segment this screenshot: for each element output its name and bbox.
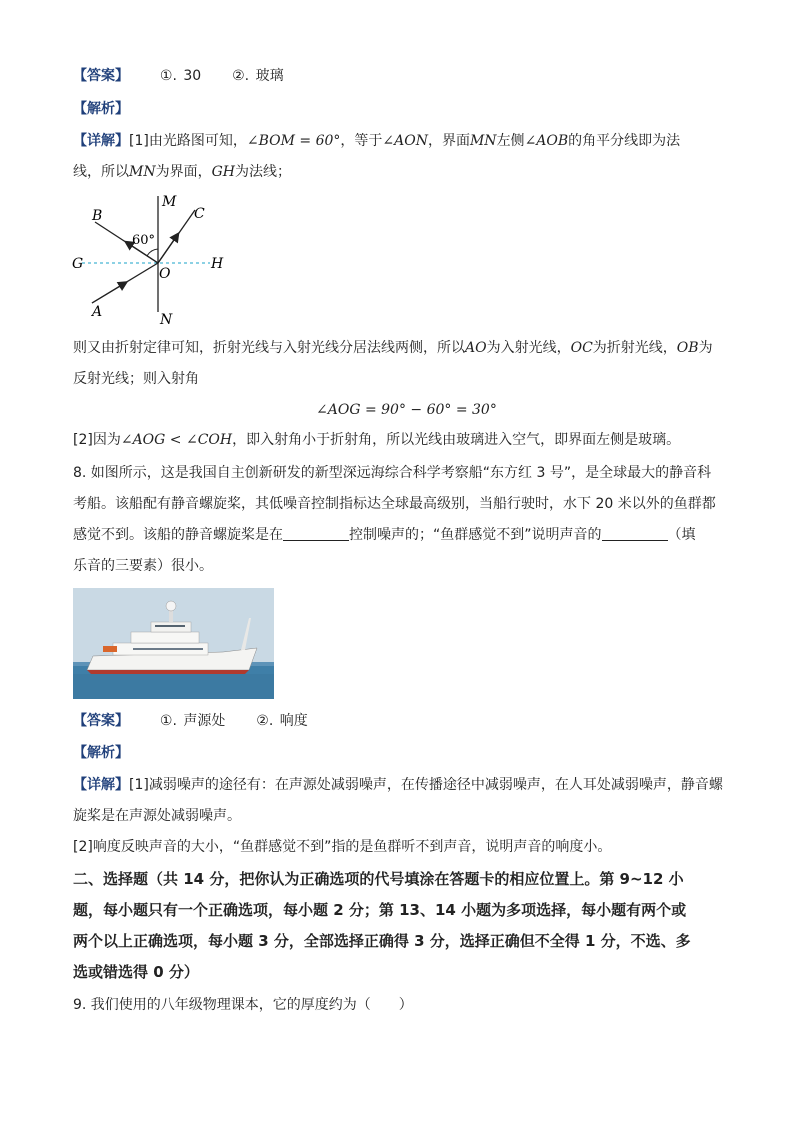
answer-value-1: 声源处 xyxy=(183,713,226,729)
detail-text: 的角平分线即为法 xyxy=(568,133,681,149)
math-expr: ∠AOG < ∠COH xyxy=(120,432,233,448)
refracted-arrow xyxy=(158,234,178,263)
math-var: MN xyxy=(129,164,156,180)
math-var: OC xyxy=(570,340,593,356)
point-label-m: M xyxy=(162,194,177,210)
section2-line-4: 选或错选得 0 分） xyxy=(73,963,199,981)
detail2-line-3: [2]响度反映声音的大小，“鱼群感觉不到”指的是鱼群听不到声音，说明声音的响度小。 xyxy=(73,839,612,855)
math-var: AO xyxy=(465,340,487,356)
answer-num-2: ②. xyxy=(232,68,250,84)
para-text: 为折射光线， xyxy=(592,340,677,356)
point-label-c: C xyxy=(194,206,205,222)
detail-text: [1]由光路图可知， xyxy=(129,133,247,149)
section2-line-1: 二、选择题（共 14 分，把你认为正确选项的代号填涂在答题卡的相应位置上。第 9~12 小 xyxy=(73,870,684,888)
answer-num-2: ②. xyxy=(256,713,274,729)
section2-line-2: 题，每小题只有一个正确选项，每小题 2 分；第 13、14 小题为多项选择，每小题有两个或 xyxy=(73,901,687,919)
analysis-heading-1 xyxy=(73,99,129,119)
q8-line-4: 乐音的三要素）很小。 xyxy=(73,558,213,574)
point-label-g: G xyxy=(72,256,84,272)
para3-line xyxy=(73,430,680,450)
point-label-o: O xyxy=(159,266,171,282)
math-var: MN xyxy=(469,133,497,149)
analysis-tag: 【解析】 xyxy=(73,101,129,117)
angle-arc xyxy=(147,249,158,256)
q8-line-1: 8. 如图所示，这是我国自主创新研发的新型深远海综合科学考察船“东方红 3 号”，是全球最大的静音科 xyxy=(73,465,712,481)
angle-label: 60° xyxy=(132,233,156,248)
answer-tag: 【答案】 xyxy=(73,713,129,729)
point-label-b: B xyxy=(92,208,103,224)
analysis-heading-2 xyxy=(73,743,129,763)
para-text: ，即入射角小于折射角，所以光线由玻璃进入空气，即界面左侧是玻璃。 xyxy=(232,432,681,448)
point-label-n: N xyxy=(160,312,173,328)
analysis-tag: 【解析】 xyxy=(73,745,129,761)
answer-tag: 【答案】 xyxy=(73,68,129,84)
research-ship-photo xyxy=(73,588,274,699)
q8-text: 控制噪声的；“鱼群感觉不到”说明声音的 xyxy=(349,527,602,543)
q8-text: （填 xyxy=(667,527,696,543)
light-path-diagram xyxy=(60,188,240,328)
answer-line-1 xyxy=(73,66,284,86)
answer-num-1: ①. xyxy=(159,68,177,84)
math-var: GH xyxy=(211,164,235,180)
q8-line-2: 考船。该船配有静音螺旋桨，其低噪音控制指标达全球最高级别，当船行驶时，水下 20 米以外的鱼群都 xyxy=(73,496,716,512)
detail-text: [1]减弱噪声的途径有：在声源处减弱噪声，在传播途径中减弱噪声，在人耳处减弱噪声，静音螺 xyxy=(129,777,723,793)
detail-text: ，界面 xyxy=(427,133,470,149)
detail-line-2 xyxy=(73,162,291,182)
answer-value-2: 玻璃 xyxy=(255,68,284,84)
detail-tag: 【详解】 xyxy=(73,133,129,149)
detail-line-1 xyxy=(73,131,680,151)
para-text: 为入射光线， xyxy=(486,340,571,356)
detail-text: 为法线； xyxy=(235,164,291,180)
q8-text: 感觉不到。该船的静音螺旋桨是在 xyxy=(73,527,283,543)
answer-value-1: 30 xyxy=(183,68,202,84)
detail2-line-1 xyxy=(73,775,723,795)
detail2-line-2: 旋桨是在声源处减弱噪声。 xyxy=(73,808,241,824)
answer-value-2: 响度 xyxy=(279,713,308,729)
para-text: [2]因为 xyxy=(73,432,121,448)
detail-text: 为界面， xyxy=(155,164,212,180)
detail-text: ，等于 xyxy=(340,133,383,149)
point-label-h: H xyxy=(211,256,224,272)
answer-num-1: ①. xyxy=(159,713,177,729)
detail-text: 左侧 xyxy=(496,133,525,149)
point-label-a: A xyxy=(92,304,103,320)
math-expr: ∠AOB xyxy=(524,133,569,149)
q8-line-3 xyxy=(73,525,696,545)
math-var: OB xyxy=(676,340,699,356)
answer-line-2 xyxy=(73,711,308,731)
para2-line-1 xyxy=(73,338,713,358)
para-text: 为 xyxy=(698,340,713,356)
math-expr: ∠AON xyxy=(382,133,428,149)
answer-blank-1[interactable] xyxy=(283,526,349,541)
para2-line-2 xyxy=(73,369,199,389)
angle-formula: ∠AOG = 90° − 60° = 30° xyxy=(316,402,497,418)
detail-tag: 【详解】 xyxy=(73,777,129,793)
q9-line: 9. 我们使用的八年级物理课本，它的厚度约为（ ） xyxy=(73,997,413,1013)
detail-text: 线，所以 xyxy=(73,164,129,180)
incident-arrow xyxy=(92,283,126,304)
para-text: 则又由折射定律可知，折射光线与入射光线分居法线两侧，所以 xyxy=(73,340,465,356)
answer-blank-2[interactable] xyxy=(602,526,668,541)
math-expr: ∠BOM = 60° xyxy=(246,133,341,149)
para-text: 反射光线；则入射角 xyxy=(73,371,199,387)
section2-line-3: 两个以上正确选项，每小题 3 分，全部选择正确得 3 分，选择正确但不全得 1 分，不选、多 xyxy=(73,932,691,950)
